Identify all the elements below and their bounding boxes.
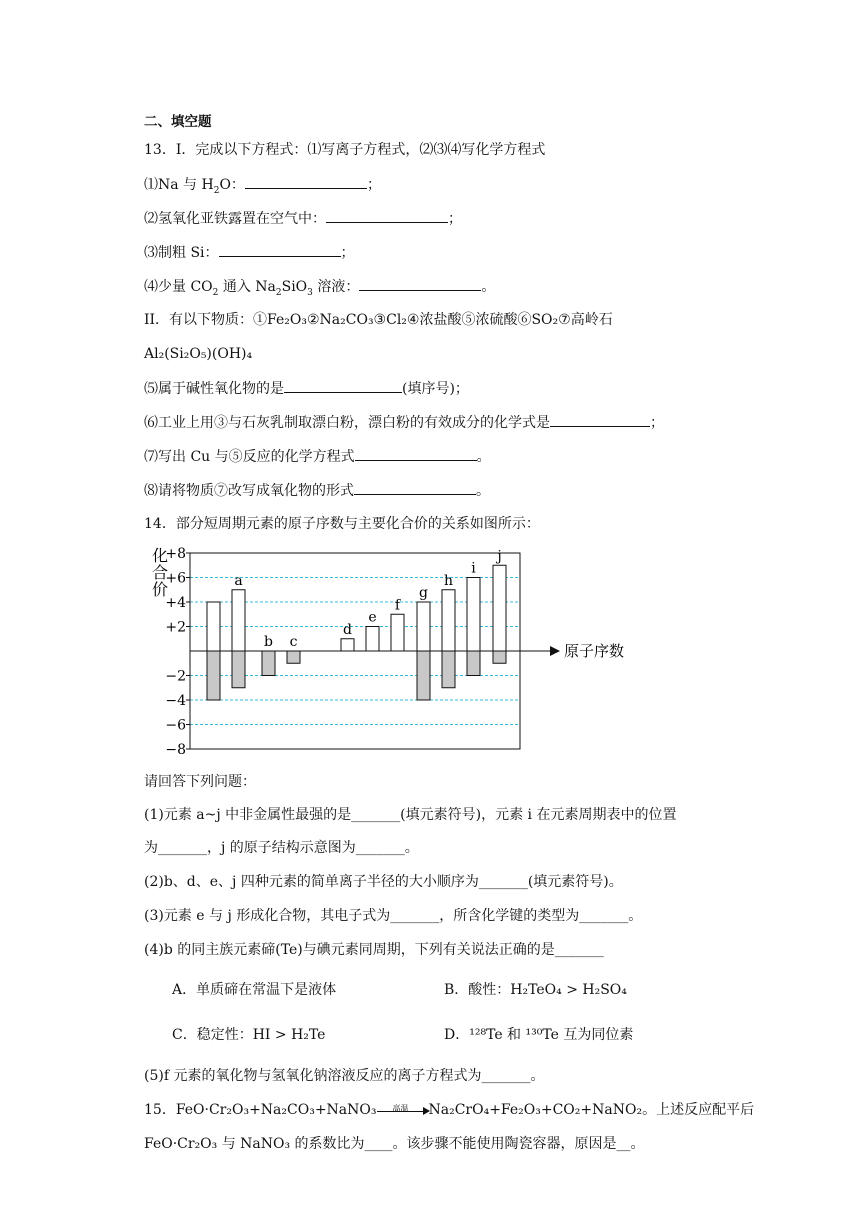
answer-blank <box>219 242 341 257</box>
x-axis-label: 原子序数 <box>564 642 625 660</box>
bar-positive <box>366 627 379 652</box>
q14-q5: (5)f 元素的氧化物与氢氧化钠溶液反应的离子方程式为_______。 <box>144 1068 545 1084</box>
answer-blank <box>550 412 650 427</box>
y-tick-label: −6 <box>165 717 186 734</box>
category-label: f <box>394 597 401 614</box>
q14-answer-prompt: 请回答下列问题： <box>144 774 256 790</box>
section-title: 二、填空题 <box>144 114 212 130</box>
y-tick-label: +6 <box>165 570 186 587</box>
q13-ii-line2: Al₂(Si₂O₅)(OH)₄ <box>144 346 253 362</box>
option-d: D．¹²⁸Te 和 ¹³⁰Te 互为同位素 <box>444 1027 634 1043</box>
answer-blank <box>354 480 476 495</box>
q13-part7: ⑺写出 Cu 与⑤反应的化学方程式 。 <box>144 446 491 467</box>
q13-ii-line1: II．有以下物质：①Fe₂O₃②Na₂CO₃③Cl₂④浓盐酸⑤浓硫酸⑥SO₂⑦高岭石 <box>144 312 613 328</box>
q13-intro: 13．I．完成以下方程式：⑴写离子方程式，⑵⑶⑷写化学方程式 <box>144 142 546 158</box>
y-tick-label: +8 <box>165 546 186 562</box>
bar-positive <box>493 565 506 651</box>
category-label: h <box>443 572 454 589</box>
category-label: a <box>234 572 243 589</box>
bar-positive <box>232 590 245 651</box>
option-c-formula: HI > H₂Te <box>252 1027 326 1043</box>
q13-part6: ⑹工业上用③与石灰乳制取漂白粉，漂白粉的有效成分的化学式是 ； <box>144 412 664 433</box>
option-b-formula: H₂TeO₄ > H₂SO₄ <box>510 982 627 998</box>
option-a: A．单质碲在常温下是液体 <box>172 982 337 998</box>
y-tick-label: −8 <box>165 742 186 756</box>
answer-blank <box>359 276 481 291</box>
answer-blank <box>284 378 402 393</box>
category-label: g <box>419 585 428 601</box>
y-axis-label-char: 合 <box>152 563 169 582</box>
option-d-formula: ¹²⁸Te 和 ¹³⁰Te <box>469 1027 559 1043</box>
y-axis-label-char: 价 <box>152 580 169 599</box>
bar-positive <box>442 590 455 651</box>
bar-negative <box>287 651 300 663</box>
bar-negative <box>442 651 455 688</box>
q15-line1: 15．FeO·Cr₂O₃+Na₂CO₃+NaNO₃ 高温 Na₂CrO₄+Fe₂O₃+CO₂+NaNO₂。上述反应配平后 <box>144 1102 755 1118</box>
q13-part5: ⑸属于碱性氧化物的是 (填序号)； <box>144 378 469 399</box>
x-axis-arrow <box>550 646 560 656</box>
category-label: j <box>497 548 502 565</box>
bar-negative <box>207 651 220 700</box>
q13-part4: ⑷少量 $CO_2$ 通入 $Na_2SiO_3$ 溶液： 。 <box>144 276 495 297</box>
q14-q3: (3)元素 e 与 j 形成化合物，其电子式为_______，所含化学键的类型为_______。 <box>144 908 643 924</box>
valence-chart <box>140 540 660 756</box>
q13-part3: ⑶制粗 Si： ； <box>144 242 355 263</box>
category-label: i <box>471 560 476 577</box>
bar-negative <box>417 651 430 700</box>
q15-line2: FeO·Cr₂O₃ 与 NaNO₃ 的系数比为____。该步骤不能使用陶瓷容器，原因是__。 <box>144 1136 645 1152</box>
bar-negative <box>232 651 245 688</box>
q13-part1: ⑴Na 与 $H_2O$： ； <box>144 174 381 195</box>
q14-q4: (4)b 的同主族元素碲(Te)与碘元素同周期，下列有关说法正确的是_______ <box>144 942 604 958</box>
answer-blank <box>245 174 367 189</box>
q14-q1-line2: 为_______，j 的原子结构示意图为_______。 <box>144 840 419 856</box>
category-label: c <box>289 634 298 650</box>
option-b: B．酸性：H₂TeO₄ > H₂SO₄ <box>444 982 627 998</box>
q14-q1-line1: (1)元素 a~j 中非金属性最强的是_______(填元素符号)，元素 i 在元素周期表中的位置 <box>144 807 677 823</box>
category-label: b <box>264 634 273 650</box>
y-tick-label: −4 <box>165 693 186 709</box>
y-tick-label: +4 <box>165 595 186 611</box>
bar-negative <box>467 651 480 676</box>
bar-positive <box>341 639 354 651</box>
option-c: C．稳定性：HI > H₂Te <box>172 1027 326 1043</box>
y-axis-label-char: 化 <box>152 546 169 565</box>
q13-part8: ⑻请将物质⑦改写成氧化物的形式 。 <box>144 480 490 501</box>
q14-q2: (2)b、d、e、j 四种元素的简单离子半径的大小顺序为_______(填元素符号)。 <box>144 874 623 890</box>
answer-blank <box>326 208 448 223</box>
bar-positive <box>467 578 480 652</box>
bar-positive <box>417 602 430 651</box>
bar-positive <box>391 614 404 651</box>
q14-intro: 14．部分短周期元素的原子序数与主要化合价的关系如图所示： <box>144 516 540 532</box>
category-label: d <box>343 621 352 638</box>
answer-blank <box>355 446 477 461</box>
bar-negative <box>493 651 506 663</box>
reaction-arrow-icon: 高温 <box>377 1103 429 1117</box>
q13-part2: ⑵氢氧化亚铁露置在空气中： ； <box>144 208 462 229</box>
y-tick-label: −2 <box>165 668 186 685</box>
bar-negative <box>262 651 275 676</box>
category-label: e <box>368 609 377 626</box>
y-tick-label: +2 <box>165 619 186 636</box>
bar-positive <box>207 602 220 651</box>
